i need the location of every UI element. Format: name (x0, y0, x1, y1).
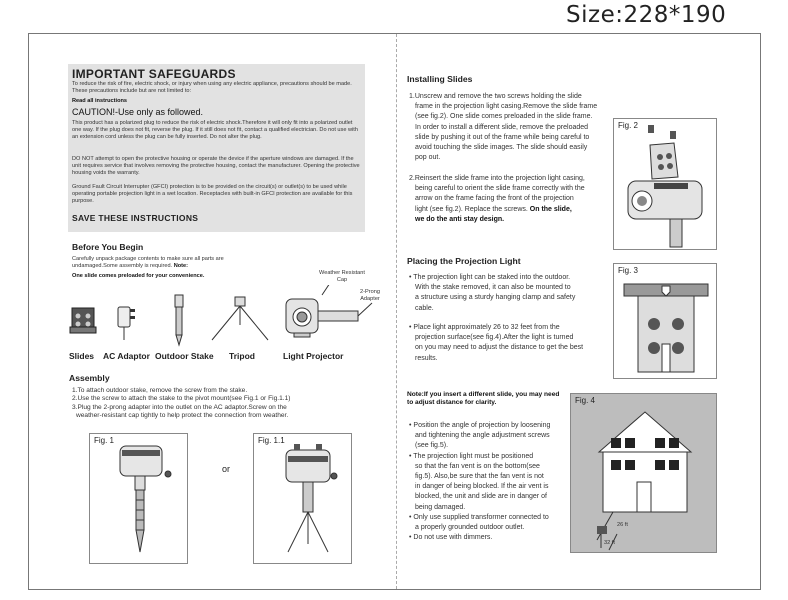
part-label-ac-adaptor: AC Adaptor (103, 351, 150, 361)
or-label: or (222, 464, 231, 474)
assembly-step-3-cont: weather-resistant cap tightly to help protect the connection from weather. (76, 412, 289, 420)
before-begin-text: Carefully unpack package contents to make sure all parts are undamaged.Some assembly is required. Note: (72, 256, 224, 270)
ac-adaptor-icon (118, 307, 135, 340)
outdoor-stake-icon (175, 295, 183, 345)
before-begin-title: Before You Begin (72, 242, 144, 252)
placing-bullet1: • The projection light can be staked into the outdoor. With the stake removed, it can also be mounted to a structure using a sturdy hanging clamp and safety cable. (409, 274, 576, 312)
installing-title: Installing Slides (407, 74, 473, 84)
fig3-illustration (614, 264, 718, 380)
fig2-illustration (614, 119, 718, 251)
placing-bullets3: • Position the angle of projection by loosening and tightening the angle adjustment screws (see fig.5). • The projection light must be positioned so that the fan vent is on the bottom(see fig.5). Also,be sure that the fan vent is not in danger of being blocked. If the air vent is blocked, the unit and slide are in danger of being damaged. • Only use supplied transformer connected to a properly grounded outdoor outlet. • Do not use with dimmers. (409, 422, 551, 542)
housing-warning-text: DO NOT attempt to open the protective housing or operate the device if the aperture windows are damaged. If the unit requires service that involves removing the protective housing, contact the manufacturer. Opening the protective housing voids the warranty. (72, 156, 360, 177)
assembly-step-2: 2.Use the screw to attach the stake to the pivot mount(see Fig.1 or Fig.1.1) (72, 395, 291, 403)
fig2-label: Fig. 2 (618, 121, 639, 130)
light-projector-icon (286, 285, 372, 337)
fig1-illustration (90, 434, 189, 565)
assembly-step-1: 1.To attach outdoor stake, remove the screw from the stake. (72, 387, 248, 394)
installing-step2: 2.Reinsert the slide frame into the projection light casing, being careful to orient the slide frame correctly with the arrow on the frame facing the front of the projection light (see fig.2). Replace the screws. On the slide, we do the anti stay design. (409, 175, 585, 223)
gfci-text: Ground Fault Circuit Interrupter (GFCI) protection is to be provided on the circuit(s) or outlet(s) to be used while operating portable projection light in a wet location. Receptacles with built-in GFCI protection are available for this purpose. (72, 184, 353, 205)
fig1-box (89, 433, 188, 564)
page-divider (396, 34, 397, 589)
assembly-steps (72, 387, 372, 421)
part-label-slides: Slides (69, 351, 95, 361)
assembly-title: Assembly (69, 373, 110, 383)
slides-icon (70, 308, 96, 333)
part-label-stake: Outdoor Stake (155, 351, 214, 361)
safeguards-intro: To reduce the risk of fire, electric shock, or injury when using any electric appliance, precautions should be made. These precautions include but are not limited to: (72, 81, 352, 95)
read-all-instructions: Read all instructions (72, 98, 128, 104)
distance-26ft: 26 ft (617, 522, 628, 528)
callout-weather-cap: Weather Resistant Cap (319, 270, 365, 284)
safeguards-title: IMPORTANT SAFEGUARDS (72, 67, 236, 81)
caution-heading: CAUTION!-Use only as followed. (72, 107, 204, 117)
distance-note: Note:If you insert a different slide, you may need to adjust distance for clarity. (407, 391, 560, 407)
fig4-box (570, 393, 717, 553)
save-instructions: SAVE THESE INSTRUCTIONS (72, 213, 199, 223)
callout-2prong: 2-Prong Adapter (360, 289, 380, 303)
fig4-label: Fig. 4 (575, 396, 596, 405)
distance-32ft: 32 ft (604, 540, 615, 546)
assembly-step-3: 3.Plug the 2-prong adapter into the outlet on the AC adaptor.Screw on the (72, 403, 287, 411)
polarized-plug-text: This product has a polarized plug to reduce the risk of electric shock.Therefore it will only fit into a polarized outlet one way. If the plug does not fit, reverse the plug. If it still does not fit, contact a qualified electrician. Do not use with an extension cord unless the plug can be fully inserted. Do not alter the plug. (72, 120, 358, 141)
fig3-label: Fig. 3 (618, 266, 639, 275)
part-label-projector: Light Projector (283, 351, 344, 361)
fig1-label: Fig. 1 (94, 436, 115, 445)
fig3-box (613, 263, 717, 379)
fig4-illustration (571, 394, 718, 554)
fig11-label: Fig. 1.1 (258, 436, 285, 445)
tripod-icon (212, 297, 268, 340)
parts-illustration (62, 285, 382, 350)
preloaded-note: One slide comes preloaded for your convenience. (72, 273, 205, 279)
fig2-box (613, 118, 717, 250)
installing-step1: 1.Unscrew and remove the two screws holding the slide frame in the projection light casing.Remove the slide frame (see fig.2). One slide comes preloaded in the slide frame. In order to install a different slide, remove the preloaded slide by pushing it out of the frame while being careful to avoid touching the slide images. The slide should easily pop out. (409, 93, 598, 162)
placing-bullet2: • Place light approximately 26 to 32 feet from the projection surface(see fig.4).After the light is turned on you may need to adjust the distance to get the best results. (409, 324, 584, 362)
part-label-tripod: Tripod (229, 351, 255, 361)
fig11-box (253, 433, 352, 564)
fig11-illustration (254, 434, 353, 565)
size-label: Size:228*190 (566, 2, 727, 28)
placing-title: Placing the Projection Light (407, 256, 521, 266)
